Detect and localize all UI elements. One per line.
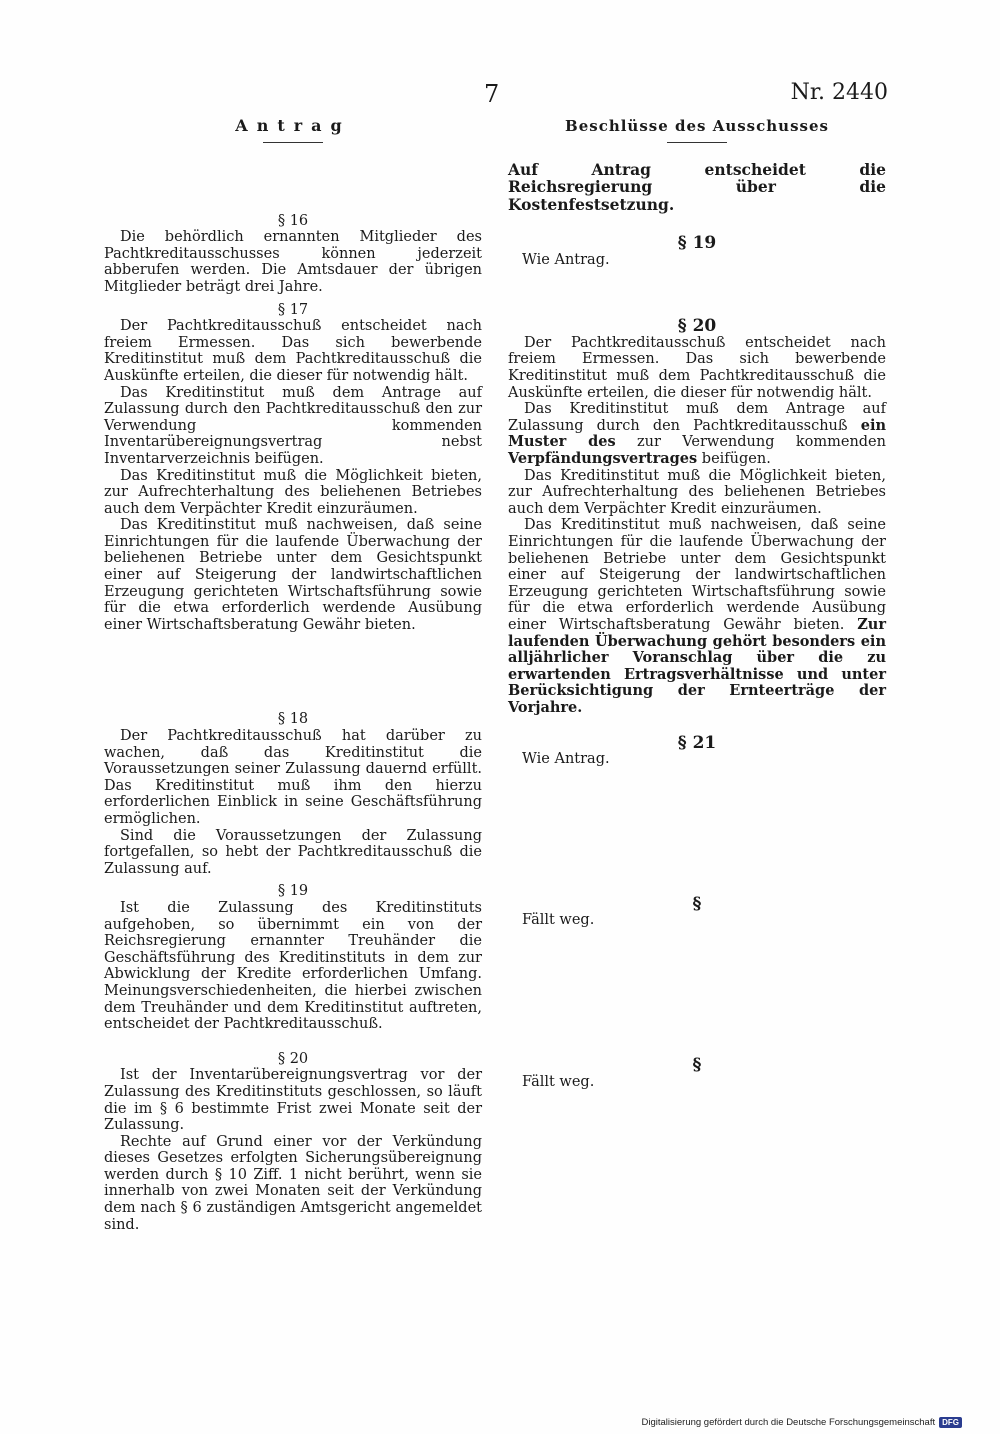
paragraph: Rechte auf Grund einer vor der Verkündung dieses Gesetzes erfolgten Sicherungsübereignung werden durch § 10 Ziff. 1 nicht berührt, wenn sie innerhalb von zwei Monaten seit der Verkündung dem nach § 6 zuständigen Amtsgericht angemeldet sind. <box>104 1133 482 1233</box>
section-title: § 19 <box>277 883 309 900</box>
bold-text-run: ein Muster des <box>508 416 887 451</box>
section-title: § 17 <box>277 301 309 318</box>
section-title: § 19 <box>677 233 717 254</box>
footer-text: Digitalisierung gefördert durch die Deutsche Forschungsgemeinschaft <box>641 1417 936 1428</box>
paragraph: Das Kreditinstitut muß nachweisen, daß seine Einrichtungen für die laufende Überwachung der beliehenen Betriebe unter dem Gesichtspunkt einer auf Steigerung der landwirtschaftlichen Erzeugung gerichteten Wirtschaftsführung sowie für die etwa erforderlich werdende Ausübung einer Wirtschaftsberatung Gewähr bieten. <box>104 517 482 633</box>
document-number: Nr. 2440 <box>790 80 888 105</box>
right-column <box>508 118 886 1090</box>
page-number: 7 <box>484 80 500 108</box>
paragraph: Der Pachtkreditausschuß entscheidet nach freiem Ermessen. Das sich bewerbende Kreditinstitut muß dem Pachtkreditausschuß die Auskünfte erteilen, die dieser für notwendig hält. <box>508 334 886 401</box>
bold-text-run: Zur laufenden Überwachung gehört besonders ein alljährlicher Voranschlag über die zu erwartenden Ertragsverhältnisse und unter Berücksichtigung der Ernteerträge der Vorjahre. <box>508 615 886 716</box>
left-column-heading: Antrag <box>235 116 351 135</box>
dfg-logo-icon: DFG <box>939 1417 962 1428</box>
section-title: § <box>692 1054 702 1075</box>
paragraph: Fällt weg. <box>522 912 595 929</box>
section-title: § 20 <box>677 316 717 337</box>
paragraph: Das Kreditinstitut muß die Möglichkeit bieten, zur Aufrechterhaltung des beliehenen Betriebes auch dem Verpächter Kredit einzuräumen. <box>508 467 886 517</box>
section-title: § 16 <box>277 212 309 229</box>
text-run: beifügen. <box>701 451 771 468</box>
text-run: Das Kreditinstitut muß dem Antrage auf Zulassung durch den Pachtkreditausschuß <box>508 401 886 434</box>
left-column <box>104 118 482 1233</box>
paragraph: Der Pachtkreditausschuß hat darüber zu wachen, daß das Kreditinstitut die Voraussetzungen seiner Zulassung dauernd erfüllt. Das Kreditinstitut muß ihm den hierzu erforderlichen Einblick in seine Geschäftsführung ermöglichen. <box>104 728 482 827</box>
paragraph: Das Kreditinstitut muß dem Antrage auf Zulassung durch den Pachtkreditausschuß den zur Verwendung kommenden Inventarübereignungsvertrag nebst Inventarverzeichnis beifügen. <box>104 384 482 467</box>
section-title: § <box>692 893 702 914</box>
paragraph <box>508 517 886 716</box>
paragraph <box>508 401 886 467</box>
paragraph: Das Kreditinstitut muß die Möglichkeit bieten, zur Aufrechterhaltung des beliehenen Betriebes auch dem Verpächter Kredit einzuräumen. <box>104 467 482 517</box>
text-run: zur Verwendung kommenden <box>637 434 886 451</box>
right-column-heading: Beschlüsse des Ausschusses <box>565 117 829 135</box>
paragraph: Ist die Zulassung des Kreditinstituts aufgehoben, so übernimmt ein von der Reichsregierung ernannter Treuhänder die Geschäftsführung des Kreditinstituts in dem zur Abwicklung der Kredite erforderlichen Umfang. Meinungsverschiedenheiten, die hierbei zwischen dem Treuhänder und dem Kreditinstitut auftreten, entscheidet der Pachtkreditausschuß. <box>104 899 482 1033</box>
paragraph: Wie Antrag. <box>522 751 610 768</box>
paragraph: Ist der Inventarübereignungsvertrag vor der Zulassung des Kreditinstituts geschlossen, so läuft die im § 6 bestimmte Frist zwei Monate seit der Zulassung. <box>104 1067 482 1134</box>
paragraph: Der Pachtkreditausschuß entscheidet nach freiem Ermessen. Das sich bewerbende Kreditinstitut muß dem Pachtkreditausschuß die Auskünfte erteilen, die dieser für notwendig hält. <box>104 318 482 384</box>
paragraph: Fällt weg. <box>522 1073 595 1090</box>
amendment-notice: Auf Antrag entscheidet die Reichsregierung über die Kostenfestsetzung. <box>508 159 886 214</box>
paragraph: Sind die Voraussetzungen der Zulassung fortgefallen, so hebt der Pachtkreditausschuß die Zulassung auf. <box>104 827 482 877</box>
footer <box>642 1417 963 1428</box>
paragraph: Die behördlich ernannten Mitglieder des Pachtkreditausschusses können jederzeit abberufen werden. Die Amtsdauer der übrigen Mitglieder beträgt drei Jahre. <box>104 229 482 295</box>
paragraph: Wie Antrag. <box>522 251 610 268</box>
section-title: § 21 <box>677 732 717 753</box>
text-run: Das Kreditinstitut muß nachweisen, daß seine Einrichtungen für die laufende Überwachung der beliehenen Betriebe unter dem Gesichtspunkt einer auf Steigerung der landwirtschaftlichen Erzeugung gerichteten Wirtschaftsführung sowie für die etwa erforderlich werdende Ausübung einer Wirtschaftsberatung Gewähr bieten. <box>508 517 886 633</box>
section-title: § 18 <box>277 711 309 728</box>
bold-text-run: Verpfändungsvertrages <box>508 450 698 468</box>
section-title: § 20 <box>277 1050 309 1067</box>
